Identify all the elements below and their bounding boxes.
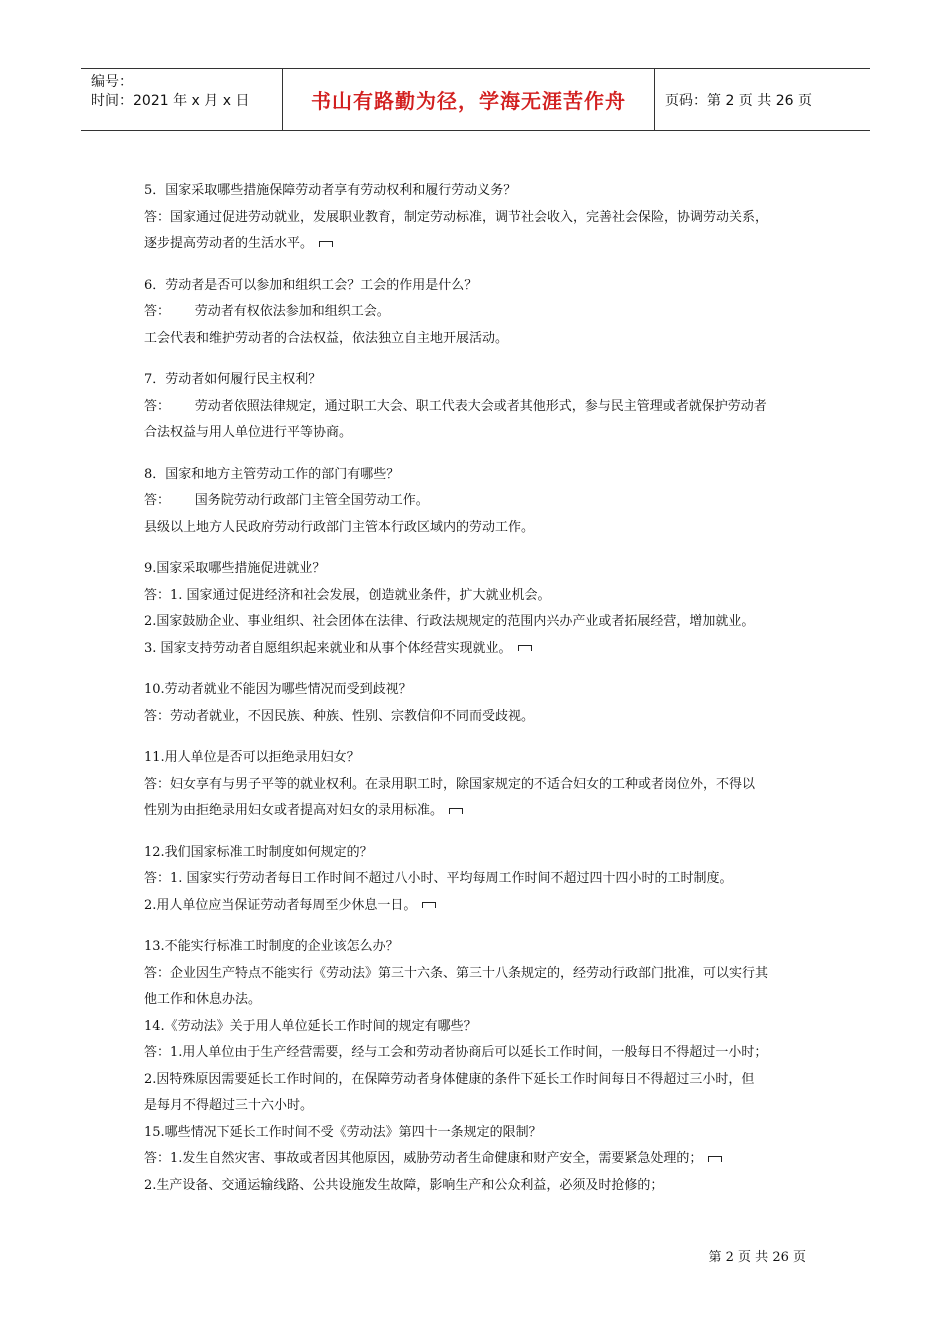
answer-line: 2.生产设备、交通运输线路、公共设施发生故障，影响生产和公众利益，必须及时抢修的； — [144, 1177, 664, 1193]
line-break-mark-icon — [518, 645, 532, 651]
qa-item-6 — [144, 273, 809, 353]
qa-item-12 — [144, 840, 809, 920]
question: 7．劳动者如何履行民主权利？ — [144, 372, 322, 387]
answer-line: 3. 国家支持劳动者自愿组织起来就业和从事个体经营实现就业。 — [144, 640, 512, 656]
question: 5．国家采取哪些措施保障劳动者享有劳动权利和履行劳动义务？ — [144, 183, 517, 198]
answer-line: 答：企业因生产特点不能实行《劳动法》第三十六条、第三十八条规定的，经劳动行政部门批准，可以实行其 — [144, 965, 769, 981]
qa-item-7 — [144, 367, 809, 447]
question: 8．国家和地方主管劳动工作的部门有哪些？ — [144, 466, 400, 482]
answer-line: 答： 劳动者有权依法参加和组织工会。 — [144, 304, 390, 319]
question: 12.我们国家标准工时制度如何规定的？ — [144, 844, 373, 860]
qa-item-14 — [144, 1014, 809, 1120]
line-break-mark-icon — [319, 241, 333, 247]
qa-item-9 — [144, 556, 809, 662]
document-body — [144, 178, 809, 1199]
answer-line: 是每月不得超过三十六小时。 — [144, 1098, 314, 1113]
answer-line: 答：劳动者就业，不因民族、种族、性别、宗教信仰不同而受歧视。 — [144, 708, 535, 724]
question: 9.国家采取哪些措施促进就业？ — [144, 561, 326, 576]
answer-line: 2.用人单位应当保证劳动者每周至少休息一日。 — [144, 897, 417, 913]
answer-line: 答：妇女享有与男子平等的就业权利。在录用职工时，除国家规定的不适合妇女的工种或者岗位外，不得以 — [144, 776, 756, 792]
question: 11.用人单位是否可以拒绝录用妇女？ — [144, 750, 360, 765]
answer-line: 答：国家通过促进劳动就业，发展职业教育，制定劳动标准，调节社会收入，完善社会保险，协调劳动关系， — [144, 209, 769, 225]
answer-line: 2.国家鼓励企业、事业组织、社会团体在法律、行政法规规定的范围内兴办产业或者拓展经营，增加就业。 — [144, 614, 755, 629]
qa-item-13 — [144, 934, 809, 1014]
document-number-label: 编号： — [91, 74, 133, 90]
document-date-label: 时间：2021 年 x 月 x 日 — [91, 93, 250, 109]
answer-line: 县级以上地方人民政府劳动行政部门主管本行政区域内的劳动工作。 — [144, 519, 535, 535]
question: 10.劳动者就业不能因为哪些情况而受到歧视？ — [144, 682, 412, 697]
header-motto: 书山有路勤为径，学海无涯苦作舟 — [282, 69, 655, 130]
header-table — [81, 68, 870, 131]
qa-item-5 — [144, 178, 809, 258]
answer-line: 性别为由拒绝录用妇女或者提高对妇女的录用标准。 — [144, 803, 444, 818]
header-meta — [81, 69, 282, 130]
answer-line: 答： 劳动者依照法律规定，通过职工大会、职工代表大会或者其他形式，参与民主管理或者就保护劳动者 — [144, 398, 767, 414]
question: 14.《劳动法》关于用人单位延长工作时间的规定有哪些？ — [144, 1018, 477, 1034]
answer-line: 他工作和休息办法。 — [144, 992, 262, 1007]
answer-line: 答： 国务院劳动行政部门主管全国劳动工作。 — [144, 493, 429, 508]
qa-item-10 — [144, 677, 809, 730]
line-break-mark-icon — [708, 1156, 722, 1162]
header-page-number: 页码：第 2 页 共 26 页 — [665, 92, 812, 109]
line-break-mark-icon — [422, 902, 436, 908]
question: 15.哪些情况下延长工作时间不受《劳动法》第四十一条规定的限制？ — [144, 1124, 542, 1140]
answer-line: 合法权益与用人单位进行平等协商。 — [144, 425, 353, 440]
line-break-mark-icon — [449, 808, 463, 814]
answer-line: 答：1.用人单位由于生产经营需要，经与工会和劳动者协商后可以延长工作时间，一般每日不得超过一小时； — [144, 1045, 768, 1060]
question: 13.不能实行标准工时制度的企业该怎么办？ — [144, 939, 399, 954]
question: 6．劳动者是否可以参加和组织工会？工会的作用是什么？ — [144, 277, 478, 293]
qa-item-8 — [144, 462, 809, 542]
answer-line: 答：1. 国家实行劳动者每日工作时间不超过八小时、平均每周工作时间不超过四十四小时的工时制度。 — [144, 871, 733, 886]
answer-line: 逐步提高劳动者的生活水平。 — [144, 236, 314, 251]
qa-item-15 — [144, 1120, 809, 1200]
answer-line: 答：1.发生自然灾害、事故或者因其他原因，威胁劳动者生命健康和财产安全，需要紧急处理的； — [144, 1151, 703, 1166]
answer-line: 工会代表和维护劳动者的合法权益，依法独立自主地开展活动。 — [144, 330, 509, 346]
answer-line: 2.因特殊原因需要延长工作时间的，在保障劳动者身体健康的条件下延长工作时间每日不得超过三小时，但 — [144, 1071, 755, 1087]
answer-line: 答：1. 国家通过促进经济和社会发展，创造就业条件，扩大就业机会。 — [144, 587, 551, 603]
qa-item-11 — [144, 745, 809, 825]
footer-page-number: 第 2 页 共 26 页 — [708, 1250, 806, 1265]
